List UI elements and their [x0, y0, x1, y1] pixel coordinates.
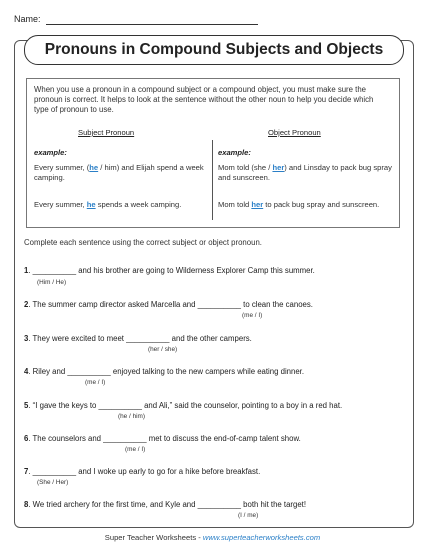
- object-example-1: Mom told (she / her) and Linsday to pack bug spray and sunscreen.: [218, 163, 392, 182]
- question-7-hint: (She / Her): [37, 479, 69, 486]
- question-8-hint: (I / me): [238, 512, 259, 519]
- footer-url[interactable]: www.superteacherworksheets.com: [202, 533, 321, 542]
- question-2-hint: (me / I): [242, 312, 263, 319]
- question-6: 6. The counselors and __________ met to discuss the end-of-camp talent show.: [24, 434, 301, 443]
- question-1-hint: (Him / He): [37, 279, 67, 286]
- intro-text: When you use a pronoun in a compound subject or a compound object, you must make sure the pronoun is correct. It helps to look at the sentence without the other noun to help you decide which type of pronoun to use.: [34, 85, 374, 114]
- subject-example-1: Every summer, (he / him) and Elijah spend a week camping.: [34, 163, 204, 182]
- subject-pronoun-heading: Subject Pronoun: [78, 128, 135, 137]
- footer-brand: Super Teacher Worksheets -: [104, 533, 203, 542]
- instructions: Complete each sentence using the correct subject or object pronoun.: [24, 238, 262, 247]
- object-example-label: example:: [218, 148, 251, 157]
- object-example-2: Mom told her to pack bug spray and sunscreen.: [218, 200, 380, 209]
- question-7: 7. __________ and I woke up early to go for a hike before breakfast.: [24, 467, 261, 476]
- object-pronoun-heading: Object Pronoun: [268, 128, 321, 137]
- subject-example-label: example:: [34, 148, 67, 157]
- question-8: 8. We tried archery for the first time, and Kyle and __________ both hit the target!: [24, 500, 307, 509]
- worksheet-title: Pronouns in Compound Subjects and Objects: [24, 35, 404, 65]
- question-1: 1. __________ and his brother are going to Wilderness Explorer Camp this summer.: [24, 266, 315, 275]
- question-5-hint: (he / him): [118, 413, 145, 420]
- question-4-hint: (me / I): [85, 379, 106, 386]
- name-line[interactable]: [46, 24, 258, 25]
- question-5: 5. “I gave the keys to __________ and Ali,” said the counselor, pointing to a boy in a red hat.: [24, 401, 343, 410]
- question-4: 4. Riley and __________ enjoyed talking to the new campers while eating dinner.: [24, 367, 305, 376]
- question-2: 2. The summer camp director asked Marcella and __________ to clean the canoes.: [24, 300, 313, 309]
- question-3: 3. They were excited to meet __________ and the other campers.: [24, 334, 252, 343]
- footer: [0, 533, 425, 542]
- column-divider: [212, 140, 213, 220]
- question-6-hint: (me / I): [125, 446, 146, 453]
- subject-example-2: Every summer, he spends a week camping.: [34, 200, 182, 209]
- name-label: Name:: [14, 14, 41, 24]
- question-3-hint: (her / she): [148, 346, 178, 353]
